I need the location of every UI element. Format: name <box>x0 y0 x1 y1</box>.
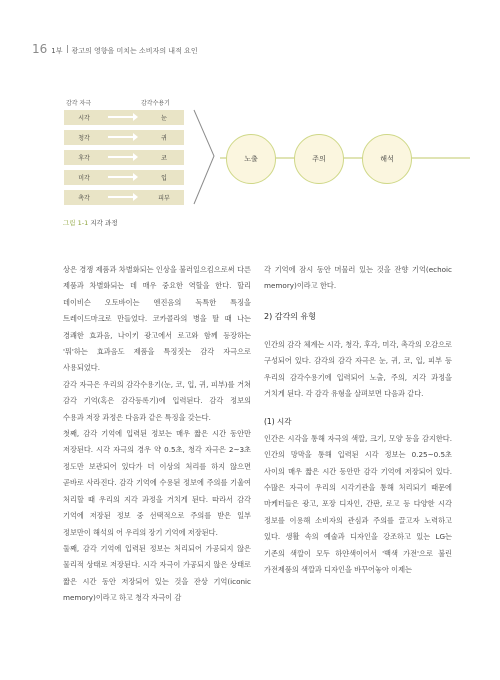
receptor-label: 눈 <box>161 115 167 122</box>
perception-process-figure <box>0 0 500 240</box>
stage-circle-attention <box>294 134 344 184</box>
stage-label: 해석 <box>380 155 394 163</box>
arrow-icon <box>108 116 134 118</box>
chapter-title: 광고의 영향을 미치는 소비자의 내적 요인 <box>71 47 198 55</box>
receptor-label: 피부 <box>158 195 170 202</box>
body-paragraph: 첫째, 감각 기억에 입력된 정보는 매우 짧은 시간 동안만 저장된다. 시각 자극의 경우 약 0.5초, 청각 자극은 2~3초 정도만 보관되어 있다가 더 이상의 처리를 하지 않으면 곧바로 사라진다. 감각 기억에 수용된 정보에 주의를 기울여 처리할 때 우리의 지각 과정을 거치게 된다. 따라서 감각 기억에 저장된 정보 중 선택적으로 주의를 받은 일부 정보만이 해석의 어 우리의 장기 기억에 저장된다. <box>63 429 251 537</box>
stage-label: 노출 <box>244 155 258 163</box>
sense-row <box>64 170 184 185</box>
stimulus-label: 후각 <box>78 155 90 162</box>
stage-circle-exposure <box>226 134 276 184</box>
figure-number: 그림 1-1 <box>63 219 89 227</box>
arrow-icon <box>108 156 134 158</box>
column-header-stimulus: 감각 자극 <box>66 100 92 107</box>
body-paragraph: 둘째, 감각 기억에 입력된 정보는 처리되어 가공되지 않은 물리적 상태로 저장된다. 시각 자극이 가공되지 않은 상태로 짧은 시간 동안 저장되어 있는 것을 잔상 기억(iconic memory)이라고 하고 청각 자극이 감 <box>63 543 251 603</box>
stage-circle-interpretation <box>362 134 412 184</box>
body-paragraph: 각 기억에 잠시 동안 머물러 있는 것을 잔향 기억(echoic memory)이라고 한다. <box>264 265 452 291</box>
stimulus-label: 촉각 <box>78 195 90 202</box>
body-paragraph: 인간의 감각 체계는 시각, 청각, 후각, 미각, 촉각의 오감으로 구성되어 있다. 감각의 감각 자극은 눈, 귀, 코, 입, 피부 등 우리의 감각수용기에 입력되어 노출, 주의, 지각 과정을 거치게 된다. 각 감각 유형을 살펴보면 다음과 같다. <box>264 339 452 399</box>
section-heading: 2) 감각의 유형 <box>264 311 316 321</box>
left-text-column <box>63 262 251 607</box>
receptor-label: 코 <box>161 155 167 162</box>
right-text-column <box>264 262 452 579</box>
arrow-icon <box>108 136 134 138</box>
stimulus-label: 미각 <box>78 175 90 182</box>
sense-row <box>64 190 184 205</box>
receptor-label: 귀 <box>161 135 167 142</box>
part-label: 1부 <box>51 47 63 55</box>
stimulus-label: 시각 <box>78 115 90 122</box>
body-paragraph: 인간은 시각을 통해 자극의 색깔, 크기, 모양 등을 감지한다. 인간의 망막을 통해 입력된 시각 정보는 0.25~0.5초 사이의 매우 짧은 시간 동안만 감각 기억에 저장되어 있다. 수많은 자극이 우리의 시각기관을 통해 처리되기 때문에 마케터들은 광고, 포장 디자인, 간판, 로고 등 다양한 시각 정보를 이용해 소비자의 관심과 주의를 끌고자 노력하고 있다. 생활 속의 예술과 디자인을 강조하고 있는 LG는 기존의 색깔이 모두 하얀색이어서 '백색 가전'으로 불린 가전제품의 색깔과 디자인을 바꾸어놓아 이제는 <box>264 433 452 575</box>
stage-label: 주의 <box>312 155 326 163</box>
arrow-icon <box>108 176 134 178</box>
receptor-label: 입 <box>161 175 167 182</box>
page-number: 16 <box>32 42 48 56</box>
converging-chevron-icon <box>194 110 214 204</box>
sense-row <box>64 130 184 145</box>
sense-row <box>64 110 184 125</box>
body-paragraph: 상은 경쟁 제품과 차별화되는 인상을 불러일으킴으로써 다른 제품과 차별화되는 데 매우 중요한 역할을 한다. 할리 데이비슨 오토바이는 엔진음의 독특한 특징을 트레이드마크로 만들었다. 코카콜라의 병을 딸 때 나는 경쾌한 효과음, 나이키 광고에서 로고와 함께 등장하는 '뭐'하는 효과음도 제품을 특징짓는 감각 자극으로 사용되었다. <box>63 265 251 373</box>
stimulus-label: 청각 <box>78 135 90 142</box>
figure-title: 지각 과정 <box>90 219 118 227</box>
body-paragraph: 감각 자극은 우리의 감각수용기(눈, 코, 입, 귀, 피부)를 거쳐 감각 기억(혹은 감각등록기)에 입력된다. 감각 정보의 수용과 저장 과정은 다음과 같은 특징을 갖는다. <box>63 379 251 422</box>
arrow-icon <box>108 196 134 198</box>
sense-row <box>64 150 184 165</box>
subsection-heading: (1) 시각 <box>264 417 292 427</box>
column-header-receptor: 감각수용기 <box>141 100 170 107</box>
figure-caption <box>63 218 118 227</box>
